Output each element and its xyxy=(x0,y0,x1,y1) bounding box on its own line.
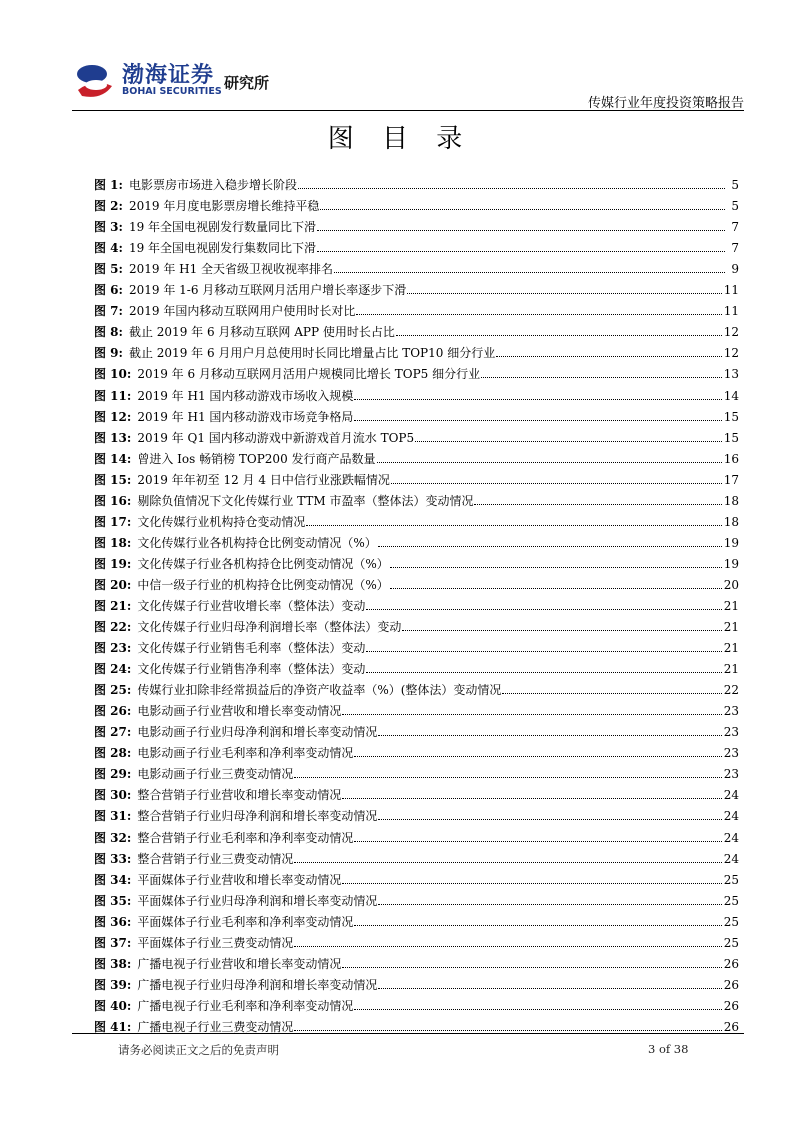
logo-english-name: BOHAI SECURITIES xyxy=(122,86,222,97)
toc-page-number: 21 xyxy=(723,662,739,677)
toc-figure-title: 2019 年 H1 国内移动游戏市场收入规模 xyxy=(137,388,354,403)
toc-page-number: 7 xyxy=(731,241,739,256)
toc-dot-leader xyxy=(378,819,721,820)
toc-entry[interactable] xyxy=(94,1014,739,1035)
toc-page-number: 26 xyxy=(723,956,739,971)
toc-figure-number: 图 29: xyxy=(94,767,132,782)
toc-entry[interactable] xyxy=(94,530,739,551)
toc-dot-leader xyxy=(474,504,721,505)
toc-dot-leader xyxy=(502,693,721,694)
toc-figure-number: 图 7: xyxy=(94,304,123,319)
toc-page-number: 25 xyxy=(723,893,739,908)
toc-figure-number: 图 28: xyxy=(94,746,132,761)
toc-entry[interactable] xyxy=(94,951,739,972)
toc-figure-title: 2019 年国内移动互联网用户使用时长对比 xyxy=(128,304,356,319)
toc-figure-number: 图 25: xyxy=(94,683,132,698)
toc-dot-leader xyxy=(294,777,721,778)
toc-entry[interactable] xyxy=(94,909,739,930)
toc-figure-title: 文化传媒行业各机构持仓比例变动情况（%） xyxy=(137,535,377,550)
toc-page-number: 26 xyxy=(723,998,739,1013)
toc-page-number: 20 xyxy=(723,577,739,592)
toc-figure-title: 文化传媒子行业销售净利率（整体法）变动 xyxy=(137,662,366,677)
toc-entry[interactable] xyxy=(94,551,739,572)
toc-figure-number: 图 15: xyxy=(94,472,132,487)
figure-table-of-contents xyxy=(94,172,739,1035)
toc-figure-number: 图 1: xyxy=(94,178,123,193)
toc-figure-number: 图 16: xyxy=(94,493,132,508)
toc-dot-leader xyxy=(294,1030,721,1031)
toc-figure-title: 电影动画子行业归母净利润和增长率变动情况 xyxy=(137,725,378,740)
toc-entry[interactable] xyxy=(94,719,739,740)
toc-page-number: 24 xyxy=(723,851,739,866)
toc-dot-leader xyxy=(342,798,721,799)
toc-figure-title: 电影动画子行业毛利率和净利率变动情况 xyxy=(137,746,354,761)
toc-entry[interactable] xyxy=(94,404,739,425)
toc-dot-leader xyxy=(317,251,725,252)
toc-figure-number: 图 2: xyxy=(94,199,123,214)
toc-page-number: 19 xyxy=(723,535,739,550)
toc-dot-leader xyxy=(334,272,725,273)
toc-dot-leader xyxy=(354,399,721,400)
toc-figure-title: 平面媒体子行业归母净利润和增长率变动情况 xyxy=(137,893,378,908)
toc-figure-number: 图 26: xyxy=(94,704,132,719)
toc-figure-number: 图 3: xyxy=(94,220,123,235)
toc-figure-title: 截止 2019 年 6 月用户月总使用时长同比增量占比 TOP10 细分行业 xyxy=(128,346,496,361)
toc-entry[interactable] xyxy=(94,193,739,214)
toc-page-number: 11 xyxy=(723,283,739,298)
toc-entry[interactable] xyxy=(94,824,739,845)
toc-entry[interactable] xyxy=(94,782,739,803)
toc-page-number: 15 xyxy=(723,409,739,424)
toc-dot-leader xyxy=(354,756,721,757)
toc-page-number: 18 xyxy=(723,514,739,529)
toc-figure-title: 广播电视子行业毛利率和净利率变动情况 xyxy=(137,998,354,1013)
toc-figure-number: 图 41: xyxy=(94,1019,132,1034)
toc-figure-title: 平面媒体子行业毛利率和净利率变动情况 xyxy=(137,914,354,929)
toc-page-number: 17 xyxy=(723,472,739,487)
toc-figure-number: 图 36: xyxy=(94,914,132,929)
toc-figure-number: 图 39: xyxy=(94,977,132,992)
toc-page-number: 25 xyxy=(723,872,739,887)
toc-figure-title: 文化传媒子行业销售毛利率（整体法）变动 xyxy=(137,641,366,656)
toc-page-number: 16 xyxy=(723,451,739,466)
toc-figure-number: 图 31: xyxy=(94,809,132,824)
toc-page-number: 12 xyxy=(723,346,739,361)
toc-entry[interactable] xyxy=(94,488,739,509)
toc-dot-leader xyxy=(378,546,722,547)
toc-dot-leader xyxy=(377,462,722,463)
toc-figure-title: 2019 年 H1 全天省级卫视收视率排名 xyxy=(128,262,334,277)
toc-entry[interactable] xyxy=(94,382,739,403)
toc-figure-title: 传媒行业扣除非经常损益后的净资产收益率（%）(整体法）变动情况 xyxy=(137,683,502,698)
toc-figure-title: 整合营销子行业毛利率和净利率变动情况 xyxy=(137,830,354,845)
toc-entry[interactable] xyxy=(94,509,739,530)
toc-figure-title: 整合营销子行业三费变动情况 xyxy=(137,851,294,866)
toc-dot-leader xyxy=(354,1009,721,1010)
toc-entry[interactable] xyxy=(94,698,739,719)
toc-entry[interactable] xyxy=(94,614,739,635)
toc-dot-leader xyxy=(407,293,721,294)
toc-entry[interactable] xyxy=(94,235,739,256)
toc-page-number: 5 xyxy=(731,178,739,193)
toc-figure-number: 图 40: xyxy=(94,998,132,1013)
toc-figure-title: 文化传媒子行业营收增长率（整体法）变动 xyxy=(137,598,366,613)
toc-dot-leader xyxy=(298,188,725,189)
toc-entry[interactable] xyxy=(94,467,739,488)
page-number: 3 of 38 xyxy=(648,1042,689,1056)
toc-figure-title: 2019 年 Q1 国内移动游戏中新游戏首月流水 TOP5 xyxy=(137,430,415,445)
toc-entry[interactable] xyxy=(94,993,739,1014)
toc-figure-title: 整合营销子行业营收和增长率变动情况 xyxy=(137,788,342,803)
toc-figure-title: 2019 年 6 月移动互联网月活用户规模同比增长 TOP5 细分行业 xyxy=(137,367,481,382)
toc-dot-leader xyxy=(378,904,721,905)
toc-figure-title: 电影票房市场进入稳步增长阶段 xyxy=(128,178,297,193)
toc-dot-leader xyxy=(396,335,722,336)
footer-divider xyxy=(72,1033,744,1034)
toc-entry[interactable] xyxy=(94,677,739,698)
toc-dot-leader xyxy=(496,356,722,357)
toc-entry[interactable] xyxy=(94,319,739,340)
toc-figure-number: 图 30: xyxy=(94,788,132,803)
toc-entry[interactable] xyxy=(94,277,739,298)
toc-figure-number: 图 35: xyxy=(94,893,132,908)
toc-figure-title: 电影动画子行业营收和增长率变动情况 xyxy=(137,704,342,719)
toc-figure-number: 图 10: xyxy=(94,367,132,382)
toc-page-number: 9 xyxy=(731,262,739,277)
toc-page-number: 24 xyxy=(723,809,739,824)
toc-page-number: 12 xyxy=(723,325,739,340)
toc-figure-title: 广播电视子行业三费变动情况 xyxy=(137,1019,294,1034)
toc-figure-title: 2019 年 H1 国内移动游戏市场竞争格局 xyxy=(137,409,354,424)
toc-dot-leader xyxy=(342,967,721,968)
toc-figure-title: 2019 年月度电影票房增长维持平稳 xyxy=(128,199,320,214)
toc-figure-number: 图 37: xyxy=(94,935,132,950)
toc-figure-title: 2019 年年初至 12 月 4 日中信行业涨跌幅情况 xyxy=(137,472,390,487)
toc-figure-title: 2019 年 1-6 月移动互联网月活用户增长率逐步下滑 xyxy=(128,283,407,298)
page-header xyxy=(72,52,744,110)
toc-dot-leader xyxy=(294,946,721,947)
toc-dot-leader xyxy=(391,483,722,484)
toc-dot-leader xyxy=(306,525,721,526)
toc-figure-number: 图 33: xyxy=(94,851,132,866)
toc-page-number: 21 xyxy=(723,620,739,635)
toc-dot-leader xyxy=(390,588,722,589)
toc-dot-leader xyxy=(356,314,721,315)
toc-figure-number: 图 14: xyxy=(94,451,132,466)
toc-dot-leader xyxy=(390,567,722,568)
toc-figure-number: 图 13: xyxy=(94,430,132,445)
toc-figure-title: 文化传媒行业机构持仓变动情况 xyxy=(137,514,306,529)
toc-entry[interactable] xyxy=(94,740,739,761)
toc-dot-leader xyxy=(354,925,721,926)
toc-dot-leader xyxy=(342,714,721,715)
department-name: 研究所 xyxy=(224,74,270,92)
toc-entry[interactable] xyxy=(94,361,739,382)
toc-entry[interactable] xyxy=(94,214,739,235)
toc-entry[interactable] xyxy=(94,656,739,677)
toc-figure-number: 图 20: xyxy=(94,577,132,592)
toc-figure-title: 19 年全国电视剧发行数量同比下滑 xyxy=(128,220,317,235)
toc-entry[interactable] xyxy=(94,298,739,319)
toc-figure-title: 曾进入 Ios 畅销榜 TOP200 发行商产品数量 xyxy=(137,451,376,466)
toc-figure-title: 整合营销子行业归母净利润和增长率变动情况 xyxy=(137,809,378,824)
toc-figure-number: 图 19: xyxy=(94,556,132,571)
toc-figure-number: 图 27: xyxy=(94,725,132,740)
bohai-logo-icon xyxy=(72,60,116,100)
toc-page-number: 23 xyxy=(723,725,739,740)
toc-figure-number: 图 8: xyxy=(94,325,123,340)
toc-figure-number: 图 23: xyxy=(94,641,132,656)
toc-page-number: 21 xyxy=(723,641,739,656)
toc-page-number: 22 xyxy=(723,683,739,698)
toc-figure-number: 图 38: xyxy=(94,956,132,971)
toc-page-number: 23 xyxy=(723,704,739,719)
toc-figure-title: 19 年全国电视剧发行集数同比下滑 xyxy=(128,241,317,256)
toc-page-number: 18 xyxy=(723,493,739,508)
toc-figure-number: 图 18: xyxy=(94,535,132,550)
toc-entry[interactable] xyxy=(94,635,739,656)
toc-page-number: 25 xyxy=(723,935,739,950)
toc-entry[interactable] xyxy=(94,888,739,909)
toc-figure-number: 图 34: xyxy=(94,872,132,887)
toc-page-number: 25 xyxy=(723,914,739,929)
toc-dot-leader xyxy=(415,441,722,442)
toc-figure-title: 广播电视子行业营收和增长率变动情况 xyxy=(137,956,342,971)
toc-dot-leader xyxy=(378,988,721,989)
toc-dot-leader xyxy=(402,630,721,631)
toc-figure-title: 平面媒体子行业三费变动情况 xyxy=(137,935,294,950)
page-title: 图 目 录 xyxy=(327,124,473,154)
toc-figure-title: 截止 2019 年 6 月移动互联网 APP 使用时长占比 xyxy=(128,325,395,340)
toc-dot-leader xyxy=(317,230,725,231)
toc-entry[interactable] xyxy=(94,256,739,277)
header-divider xyxy=(72,110,744,111)
toc-dot-leader xyxy=(320,209,725,210)
toc-entry[interactable] xyxy=(94,803,739,824)
toc-figure-number: 图 11: xyxy=(94,388,132,403)
toc-figure-title: 中信一级子行业的机构持仓比例变动情况（%） xyxy=(137,577,389,592)
footer-disclaimer: 请务必阅读正文之后的免责声明 xyxy=(118,1043,279,1057)
toc-page-number: 19 xyxy=(723,556,739,571)
toc-dot-leader xyxy=(378,735,721,736)
toc-page-number: 11 xyxy=(723,304,739,319)
toc-entry[interactable] xyxy=(94,761,739,782)
toc-entry[interactable] xyxy=(94,172,739,193)
toc-figure-number: 图 21: xyxy=(94,598,132,613)
toc-figure-number: 图 12: xyxy=(94,409,132,424)
toc-dot-leader xyxy=(354,841,721,842)
toc-page-number: 23 xyxy=(723,767,739,782)
toc-figure-number: 图 9: xyxy=(94,346,123,361)
toc-dot-leader xyxy=(366,672,721,673)
toc-dot-leader xyxy=(294,862,721,863)
toc-dot-leader xyxy=(342,883,721,884)
toc-entry[interactable] xyxy=(94,867,739,888)
logo-chinese-name: 渤海证券 xyxy=(122,63,215,88)
toc-dot-leader xyxy=(354,420,721,421)
toc-entry[interactable] xyxy=(94,425,739,446)
toc-figure-number: 图 4: xyxy=(94,241,123,256)
toc-figure-number: 图 5: xyxy=(94,262,123,277)
toc-page-number: 15 xyxy=(723,430,739,445)
toc-dot-leader xyxy=(481,377,722,378)
toc-entry[interactable] xyxy=(94,446,739,467)
toc-figure-number: 图 22: xyxy=(94,620,132,635)
toc-dot-leader xyxy=(366,609,721,610)
toc-entry[interactable] xyxy=(94,572,739,593)
toc-entry[interactable] xyxy=(94,593,739,614)
toc-page-number: 5 xyxy=(731,199,739,214)
toc-page-number: 26 xyxy=(723,1019,739,1034)
toc-page-number: 21 xyxy=(723,598,739,613)
toc-figure-title: 电影动画子行业三费变动情况 xyxy=(137,767,294,782)
toc-dot-leader xyxy=(366,651,721,652)
report-title: 传媒行业年度投资策略报告 xyxy=(587,96,744,111)
toc-page-number: 7 xyxy=(731,220,739,235)
toc-figure-title: 文化传媒子行业各机构持仓比例变动情况（%） xyxy=(137,556,389,571)
toc-figure-number: 图 24: xyxy=(94,662,132,677)
toc-entry[interactable] xyxy=(94,846,739,867)
toc-page-number: 23 xyxy=(723,746,739,761)
toc-figure-title: 文化传媒子行业归母净利润增长率（整体法）变动 xyxy=(137,620,402,635)
toc-figure-title: 广播电视子行业归母净利润和增长率变动情况 xyxy=(137,977,378,992)
toc-page-number: 13 xyxy=(723,367,739,382)
toc-figure-title: 平面媒体子行业营收和增长率变动情况 xyxy=(137,872,342,887)
toc-page-number: 14 xyxy=(723,388,739,403)
toc-page-number: 24 xyxy=(723,830,739,845)
toc-entry[interactable] xyxy=(94,340,739,361)
toc-figure-number: 图 32: xyxy=(94,830,132,845)
toc-entry[interactable] xyxy=(94,930,739,951)
toc-figure-number: 图 17: xyxy=(94,514,132,529)
toc-page-number: 24 xyxy=(723,788,739,803)
toc-entry[interactable] xyxy=(94,972,739,993)
toc-figure-number: 图 6: xyxy=(94,283,123,298)
toc-figure-title: 剔除负值情况下文化传媒行业 TTM 市盈率（整体法）变动情况 xyxy=(137,493,474,508)
toc-page-number: 26 xyxy=(723,977,739,992)
